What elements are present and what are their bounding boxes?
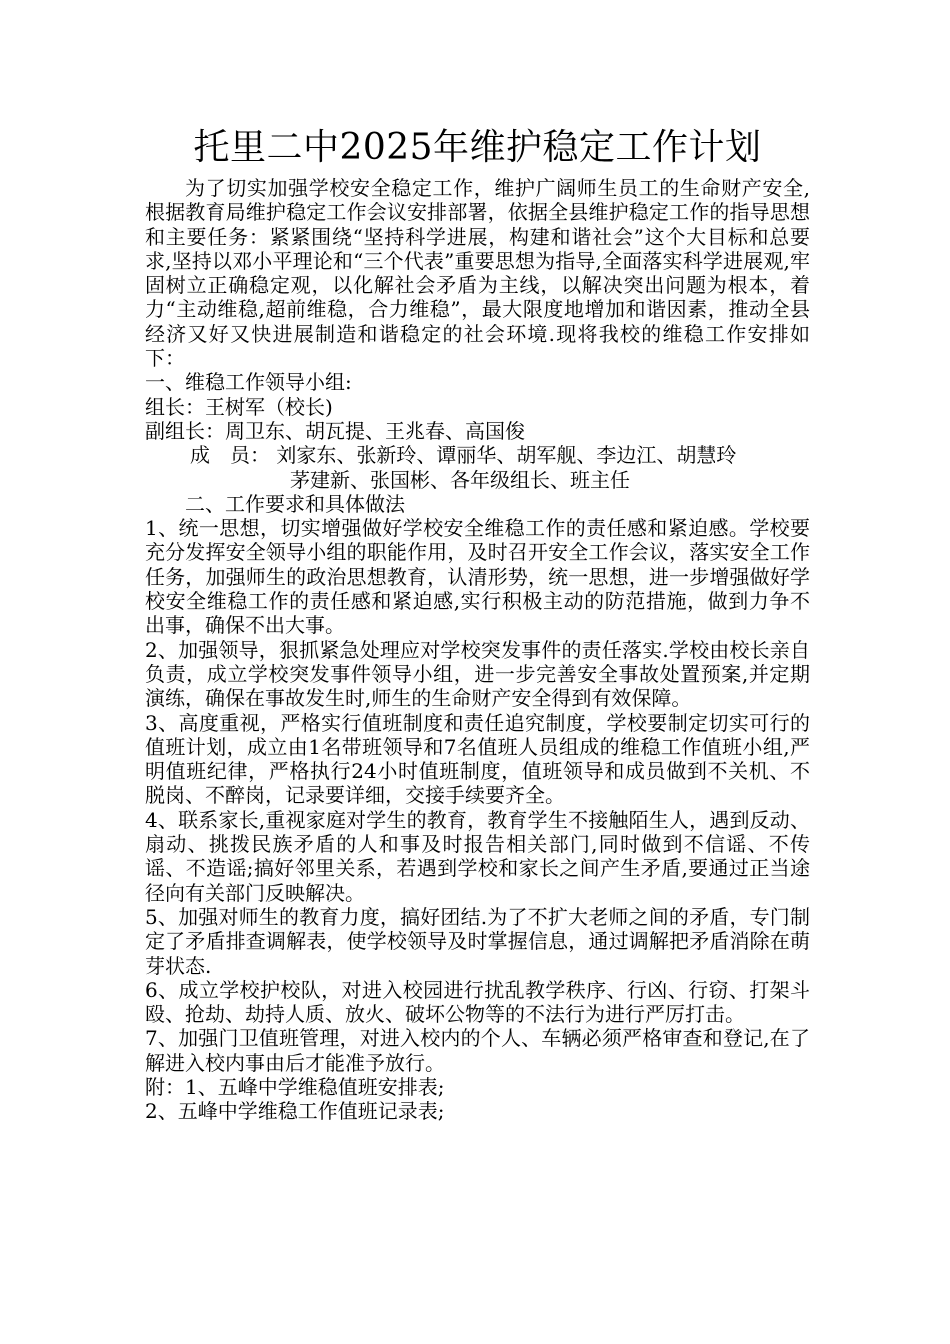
list-item: 3、高度重视，严格实行值班制度和责任追究制度，学校要制定切实可行的值班计划，成立由1名带班领导和7名值班人员组成的维稳工作值班小组,严明值班纪律，严格执行24小时值班制度，值班领导和成员做到不关机、不脱岗、不醉岗，记录要详细，交接手续要齐全。 [145, 710, 810, 808]
attachment-2: 2、五峰中学维稳工作值班记录表; [145, 1099, 445, 1124]
document-page [145, 122, 810, 1124]
deputy-line: 副组长：周卫东、胡瓦提、王兆春、高国俊 [145, 418, 525, 443]
list-item: 7、加强门卫值班管理，对进入校内的个人、车辆必须严格审查和登记,在了解进入校内事由后才能准予放行。 [145, 1026, 810, 1075]
document-body [145, 176, 810, 1124]
section1-heading: 一、维稳工作领导小组: [145, 370, 352, 395]
leader-line: 组长：王树军（校长) [145, 394, 333, 419]
members-line-2: 茅建新、张国彬、各年级组长、班主任 [290, 467, 630, 492]
intro-paragraph: 为了切实加强学校安全稳定工作，维护广阔师生员工的生命财产安全,根据教育局维护稳定工作会议安排部署，依据全县维护稳定工作的指导思想和主要任务：紧紧围绕“坚持科学进展，构建和谐社会”这个大目标和总要求,坚持以邓小平理论和“三个代表”重要思想为指导,全面落实科学进展观,牢固树立正确稳定观，以化解社会矛盾为主线，以解决突出问题为根本，着力“主动维稳,超前维稳，合力维稳”，最大限度地增加和谐因素，推动全县经济又好又快进展制造和谐稳定的社会环境.现将我校的维稳工作安排如下： [145, 176, 810, 371]
list-item: 6、成立学校护校队，对进入校园进行扰乱教学秩序、行凶、行窃、打架斗殴、抢劫、劫持人质、放火、破坏公物等的不法行为进行严厉打击。 [145, 977, 810, 1027]
section2-heading: 二、工作要求和具体做法 [185, 491, 405, 516]
list-item: 2、加强领导，狠抓紧急处理应对学校突发事件的责任落实.学校由校长亲自负责，成立学校突发事件领导小组，进一步完善安全事故处置预案,并定期演练，确保在事故发生时,师生的生命财产安全得到有效保障。 [145, 637, 810, 711]
attachment-1: 附：1、五峰中学维稳值班安排表; [145, 1074, 445, 1099]
document-title: 托里二中2025年维护稳定工作计划 [193, 127, 762, 168]
list-item: 1、统一思想，切实增强做好学校安全维稳工作的责任感和紧迫感。学校要充分发挥安全领导小组的职能作用，及时召开安全工作会议，落实安全工作任务，加强师生的政治思想教育，认清形势，统一思想，进一步增强做好学校安全维稳工作的责任感和紧迫感,实行积极主动的防范措施，做到力争不出事，确保不出大事。 [145, 516, 810, 638]
members-line-1: 成 员： 刘家东、张新玲、谭丽华、胡军舰、李边江、胡慧玲 [190, 443, 737, 468]
list-item: 5、加强对师生的教育力度，搞好团结.为了不扩大老师之间的矛盾，专门制定了矛盾排查调解表，使学校领导及时掌握信息，通过调解把矛盾消除在萌芽状态. [145, 904, 810, 978]
list-item: 4、联系家长,重视家庭对学生的教育，教育学生不接触陌生人，遇到反动、扇动、挑拨民族矛盾的人和事及时报告相关部门,同时做到不信谣、不传谣、不造谣;搞好邻里关系，若遇到学校和家长之间产生矛盾,要通过正当途径向有关部门反映解决。 [145, 807, 810, 905]
